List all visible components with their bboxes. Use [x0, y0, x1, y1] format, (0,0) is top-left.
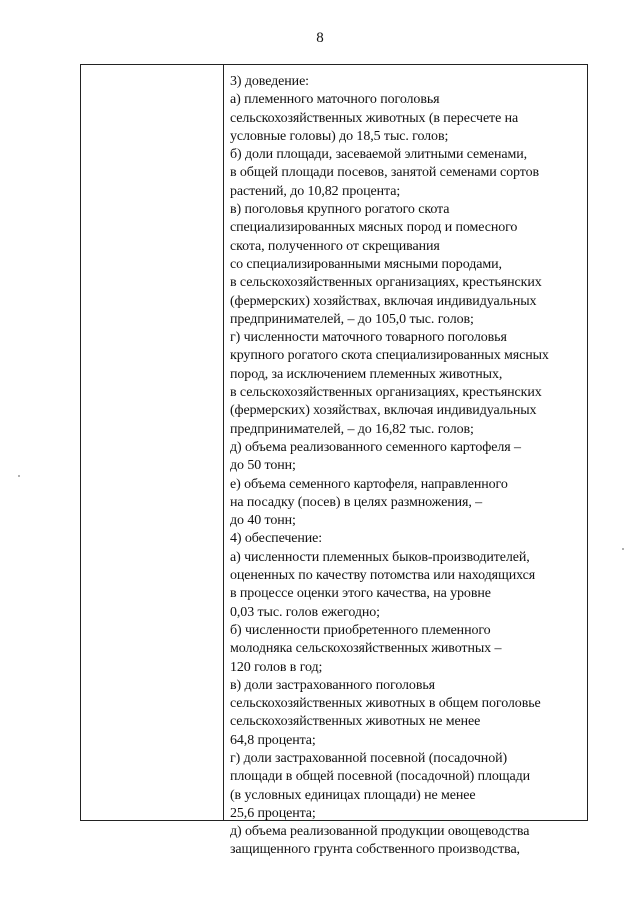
text-line: а) численности племенных быков-производителей, [230, 549, 530, 565]
text-line: растений, до 10,82 процента; [230, 183, 401, 199]
column-divider [223, 65, 224, 820]
text-line: в) доли застрахованного поголовья [230, 677, 435, 693]
scan-speck [18, 475, 20, 477]
text-line: д) объема реализованного семенного картофеля – [230, 439, 521, 455]
text-line: (в условных единицах площади) не менее [230, 787, 476, 803]
text-line: площади в общей посевной (посадочной) площади [230, 769, 530, 785]
text-line: пород, за исключением племенных животных, [230, 366, 503, 382]
text-line: до 40 тонн; [230, 513, 296, 529]
table-left-cell [81, 65, 223, 820]
text-line: предпринимателей, – до 105,0 тыс. голов; [230, 311, 474, 327]
text-line: в) поголовья крупного рогатого скота [230, 202, 450, 218]
text-line: в общей площади посевов, занятой семенами сортов [230, 165, 539, 181]
text-line: 4) обеспечение: [230, 531, 323, 547]
text-line: б) доли площади, засеваемой элитными семенами, [230, 147, 528, 163]
text-line: 3) доведение: [230, 74, 309, 89]
text-line: сельскохозяйственных животных (в пересчете на [230, 110, 519, 126]
document-table [80, 64, 588, 858]
text-line: б) численности приобретенного племенного [230, 622, 491, 638]
text-line: защищенного грунта собственного производства, [230, 842, 520, 858]
text-line: молодняка сельскохозяйственных животных – [230, 641, 502, 657]
text-line: специализированных мясных пород и помесного [230, 220, 518, 236]
text-line: 120 голов в год; [230, 659, 323, 675]
text-line: в процессе оценки этого качества, на уровне [230, 586, 491, 602]
text-line: скота, полученного от скрещивания [230, 238, 440, 254]
text-line: 0,03 тыс. голов ежегодно; [230, 604, 380, 620]
text-line: 25,6 процента; [230, 805, 316, 821]
text-line: в сельскохозяйственных организациях, крестьянских [230, 385, 542, 401]
text-line: в сельскохозяйственных организациях, крестьянских [230, 275, 542, 291]
text-line: на посадку (посев) в целях размножения, – [230, 494, 483, 510]
text-line: (фермерских) хозяйствах, включая индивидуальных [230, 403, 537, 419]
text-line: а) племенного маточного поголовья [230, 92, 440, 108]
text-line: со специализированными мясными породами, [230, 256, 502, 272]
text-line: е) объема семенного картофеля, направленного [230, 476, 508, 492]
text-line: условные головы) до 18,5 тыс. голов; [230, 128, 449, 144]
text-line: сельскохозяйственных животных не менее [230, 714, 481, 730]
scan-speck [622, 548, 624, 550]
text-line: г) численности маточного товарного поголовья [230, 330, 507, 346]
text-line: (фермерских) хозяйствах, включая индивидуальных [230, 293, 537, 309]
text-line: предпринимателей, – до 16,82 тыс. голов; [230, 421, 474, 437]
text-line: д) объема реализованной продукции овощеводства [230, 824, 530, 840]
text-line: оцененных по качеству потомства или находящихся [230, 568, 536, 584]
text-line: до 50 тонн; [230, 458, 296, 474]
page-number: 8 [316, 30, 324, 46]
text-line: сельскохозяйственных животных в общем поголовье [230, 696, 541, 712]
text-line: г) доли застрахованной посевной (посадочной) [230, 750, 508, 766]
text-line: крупного рогатого скота специализированных мясных [230, 348, 549, 364]
table-right-cell [230, 73, 585, 858]
text-line: 64,8 процента; [230, 732, 316, 748]
